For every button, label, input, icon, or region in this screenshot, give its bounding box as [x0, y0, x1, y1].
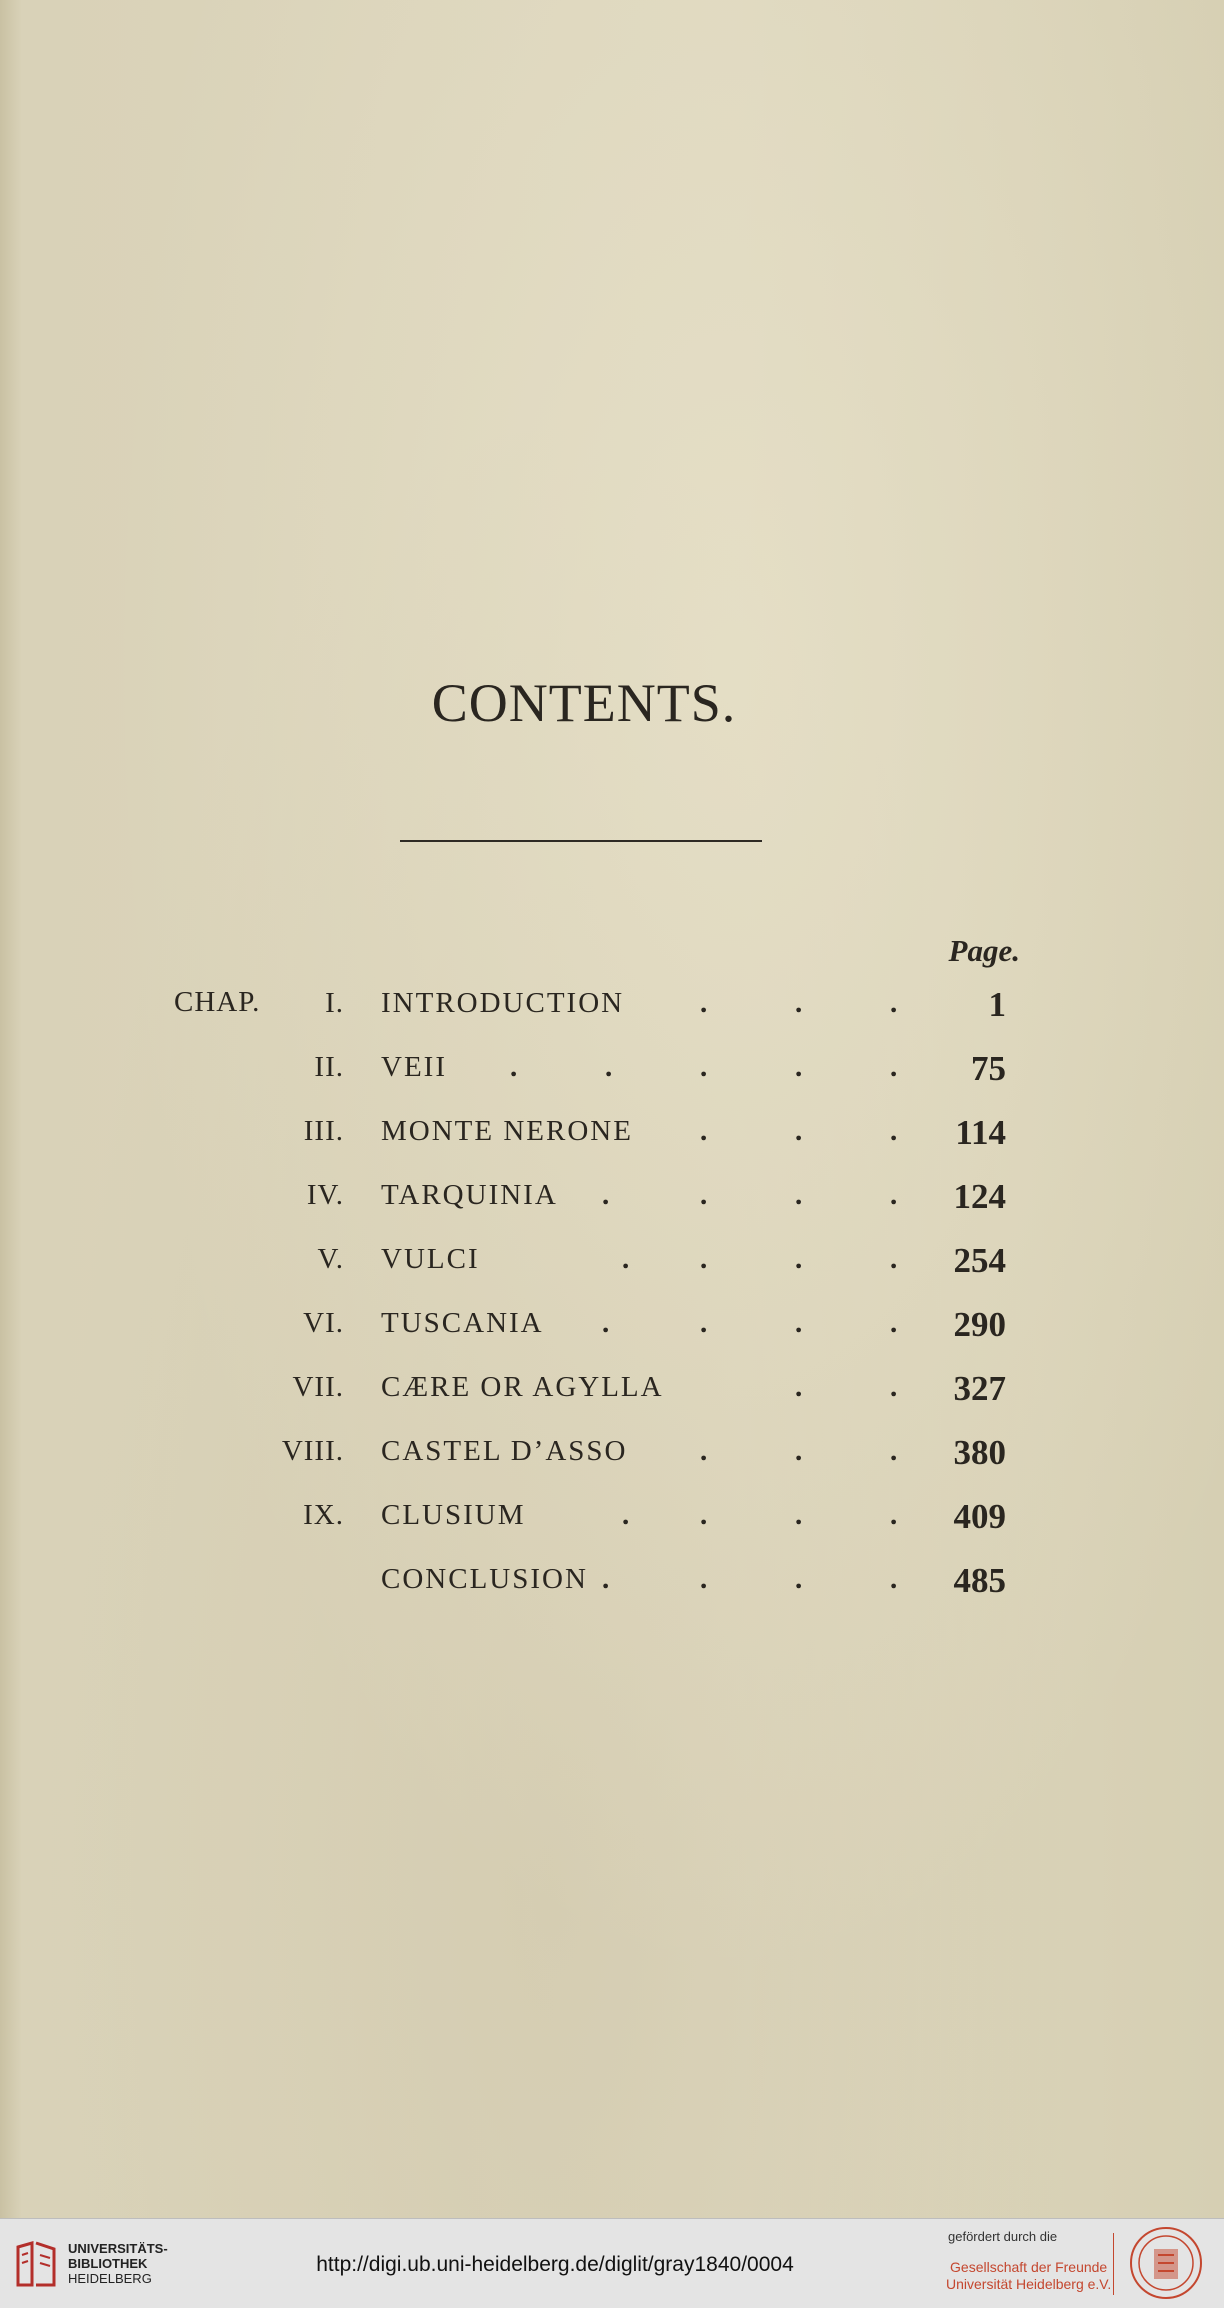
chapter-title: CLUSIUM — [381, 1499, 526, 1531]
leader-dot: . — [795, 987, 803, 1019]
page-number: 114 — [955, 1113, 1006, 1152]
university-seal-icon — [1128, 2225, 1204, 2301]
leader-dot: . — [890, 1563, 898, 1595]
leader-dot: . — [890, 1435, 898, 1467]
page-number: 409 — [953, 1497, 1006, 1536]
leader-dot: . — [890, 1371, 898, 1403]
chapter-title: TUSCANIA — [381, 1307, 544, 1339]
leader-dot: . — [795, 1051, 803, 1083]
leader-dot: . — [890, 1115, 898, 1147]
sponsor-name-line1: Gesellschaft der Freunde — [950, 2259, 1108, 2275]
sponsor-divider — [1113, 2233, 1114, 2295]
library-name-line2: BIBLIOTHEK — [68, 2256, 148, 2271]
leader-dot: . — [795, 1307, 803, 1339]
chapter-title: CÆRE OR AGYLLA — [381, 1371, 664, 1403]
leader-dot: . — [700, 1243, 708, 1275]
chapter-number: I. — [325, 987, 344, 1019]
library-name-line3: HEIDELBERG — [68, 2271, 152, 2286]
chapter-title: VEII — [381, 1051, 447, 1083]
page-title: CONTENTS. — [431, 673, 737, 733]
leader-dot: . — [602, 1307, 610, 1339]
sponsor-intro: gefördert durch die — [948, 2229, 1058, 2244]
page-number: 290 — [953, 1305, 1006, 1344]
chapter-number: VIII. — [281, 1435, 344, 1467]
chapter-title: MONTE NERONE — [381, 1115, 633, 1147]
leader-dot: . — [700, 987, 708, 1019]
toc-row — [0, 1435, 1224, 1485]
leader-dot: . — [700, 1179, 708, 1211]
leader-dot: . — [510, 1051, 518, 1083]
chapter-title: VULCI — [381, 1243, 480, 1275]
leader-dot: . — [700, 1051, 708, 1083]
toc-row — [0, 1115, 1224, 1165]
chapter-number: III. — [303, 1115, 344, 1147]
toc-row — [0, 1179, 1224, 1229]
leader-dot: . — [795, 1499, 803, 1531]
leader-dot: . — [890, 1243, 898, 1275]
leader-dot: . — [795, 1563, 803, 1595]
leader-dot: . — [700, 1499, 708, 1531]
leader-dot: . — [795, 1115, 803, 1147]
page-number: 485 — [953, 1561, 1006, 1600]
leader-dot: . — [622, 1243, 630, 1275]
library-name-line1: UNIVERSITÄTS- — [68, 2241, 168, 2256]
sponsor-name-line2: Universität Heidelberg e.V. — [946, 2276, 1112, 2292]
leader-dot: . — [795, 1243, 803, 1275]
leader-dot: . — [795, 1179, 803, 1211]
leader-dot: . — [890, 1307, 898, 1339]
leader-dot: . — [622, 1499, 630, 1531]
chapter-title: CONCLUSION — [381, 1563, 588, 1595]
leader-dot: . — [700, 1435, 708, 1467]
leader-dot: . — [700, 1115, 708, 1147]
chapter-number: II. — [314, 1051, 344, 1083]
toc-row — [0, 1051, 1224, 1101]
leader-dot: . — [795, 1435, 803, 1467]
toc-row — [0, 1499, 1224, 1549]
page-number: 75 — [971, 1049, 1006, 1088]
chapter-number: VII. — [292, 1371, 344, 1403]
toc-row — [0, 1307, 1224, 1357]
leader-dot: . — [890, 1179, 898, 1211]
leader-dot: . — [890, 1051, 898, 1083]
toc-row — [0, 1563, 1224, 1613]
leader-dot: . — [890, 1499, 898, 1531]
sponsor-name — [946, 2259, 1111, 2293]
chapter-number: IV. — [306, 1179, 344, 1211]
leader-dot: . — [605, 1051, 613, 1083]
page-number: 254 — [953, 1241, 1006, 1280]
page-number: 124 — [953, 1177, 1006, 1216]
leader-dot: . — [795, 1371, 803, 1403]
page-url-link[interactable]: http://digi.ub.uni-heidelberg.de/diglit/gray1840/0004 — [316, 2253, 794, 2276]
page-number: 327 — [953, 1369, 1006, 1408]
page-column-label: Page. — [948, 933, 1020, 968]
leader-dot: . — [700, 1307, 708, 1339]
toc-row — [0, 1243, 1224, 1293]
title-rule — [400, 840, 762, 842]
page-number: 380 — [953, 1433, 1006, 1472]
chapter-title: TARQUINIA — [381, 1179, 558, 1211]
toc-row — [0, 1371, 1224, 1421]
leader-dot: . — [602, 1179, 610, 1211]
leader-dot: . — [602, 1563, 610, 1595]
chapter-title: INTRODUCTION — [381, 987, 625, 1019]
footer-bar — [0, 2218, 1224, 2308]
chapter-number: IX. — [303, 1499, 344, 1531]
chapter-title: CASTEL D’ASSO — [381, 1435, 628, 1467]
chap-label: CHAP. — [174, 986, 261, 1018]
page-number: 1 — [988, 985, 1006, 1024]
chapter-number: VI. — [303, 1307, 344, 1339]
toc-row — [0, 987, 1224, 1037]
leader-dot: . — [700, 1563, 708, 1595]
chapter-number: V. — [317, 1243, 344, 1275]
leader-dot: . — [890, 987, 898, 1019]
